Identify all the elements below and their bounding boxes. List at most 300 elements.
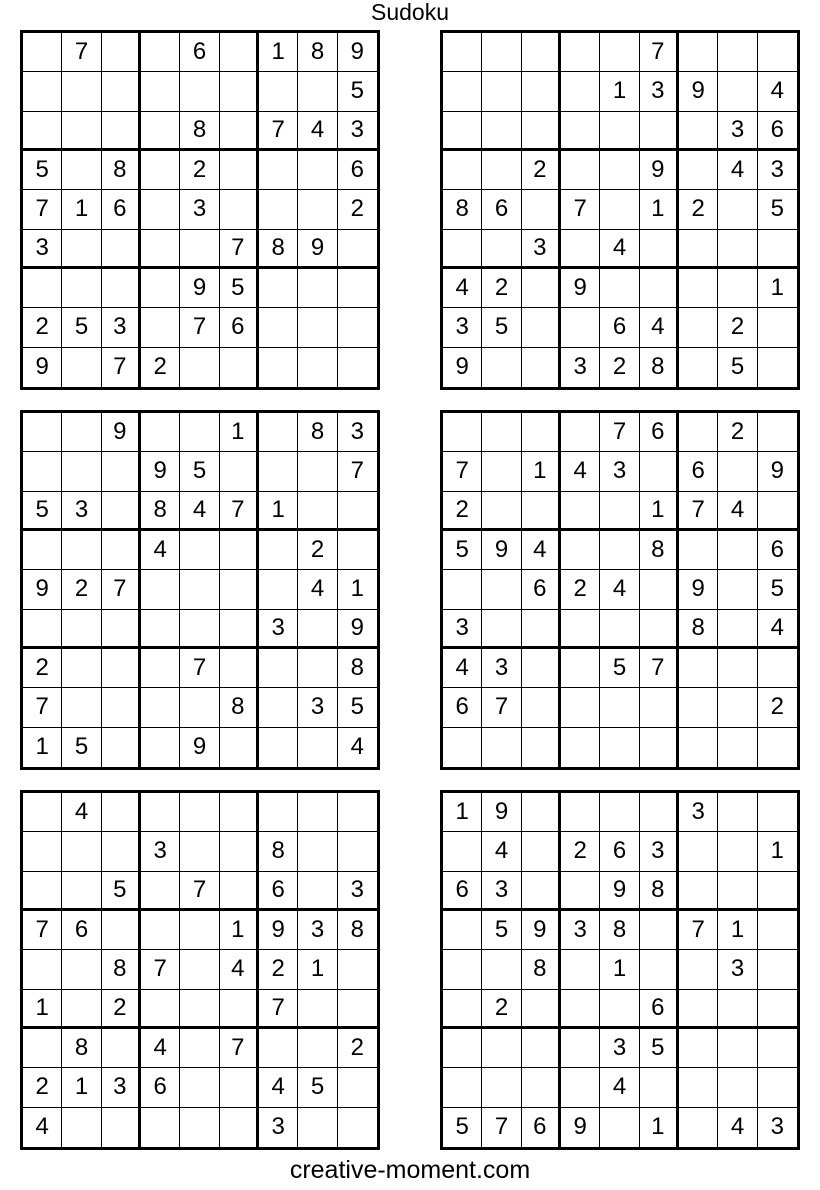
sudoku-cell[interactable]: 8 [259, 832, 298, 871]
sudoku-cell[interactable]: 1 [259, 33, 298, 72]
sudoku-cell[interactable] [102, 1108, 141, 1147]
sudoku-cell[interactable] [482, 1068, 521, 1107]
sudoku-cell[interactable] [522, 269, 561, 308]
sudoku-cell[interactable] [220, 452, 259, 491]
sudoku-cell[interactable] [338, 1068, 377, 1107]
sudoku-cell[interactable] [482, 610, 521, 649]
sudoku-cell[interactable] [640, 230, 679, 269]
sudoku-cell[interactable]: 3 [338, 112, 377, 151]
sudoku-cell[interactable]: 9 [679, 72, 718, 111]
sudoku-cell[interactable] [482, 452, 521, 491]
sudoku-cell[interactable] [679, 531, 718, 570]
sudoku-cell[interactable] [180, 990, 219, 1029]
sudoku-cell[interactable] [482, 728, 521, 767]
sudoku-cell[interactable] [679, 1108, 718, 1147]
sudoku-cell[interactable] [180, 950, 219, 989]
sudoku-cell[interactable] [443, 33, 482, 72]
sudoku-cell[interactable] [298, 610, 337, 649]
sudoku-cell[interactable] [220, 990, 259, 1029]
sudoku-cell[interactable] [298, 269, 337, 308]
sudoku-cell[interactable]: 1 [298, 950, 337, 989]
sudoku-cell[interactable]: 8 [62, 1029, 101, 1068]
sudoku-cell[interactable] [298, 649, 337, 688]
sudoku-cell[interactable] [259, 649, 298, 688]
sudoku-cell[interactable] [561, 1068, 600, 1107]
sudoku-cell[interactable] [561, 649, 600, 688]
sudoku-cell[interactable]: 9 [640, 151, 679, 190]
sudoku-cell[interactable]: 3 [102, 308, 141, 347]
sudoku-cell[interactable] [679, 1068, 718, 1107]
sudoku-cell[interactable] [718, 72, 757, 111]
sudoku-cell[interactable]: 5 [758, 570, 797, 609]
sudoku-cell[interactable]: 4 [259, 1068, 298, 1107]
sudoku-cell[interactable] [443, 570, 482, 609]
sudoku-cell[interactable]: 2 [443, 492, 482, 531]
sudoku-cell[interactable]: 9 [522, 911, 561, 950]
sudoku-cell[interactable]: 3 [180, 190, 219, 229]
sudoku-cell[interactable] [338, 308, 377, 347]
sudoku-cell[interactable] [102, 269, 141, 308]
sudoku-cell[interactable] [102, 72, 141, 111]
sudoku-cell[interactable] [141, 728, 180, 767]
sudoku-cell[interactable] [718, 190, 757, 229]
sudoku-cell[interactable] [561, 72, 600, 111]
sudoku-cell[interactable] [141, 610, 180, 649]
sudoku-cell[interactable]: 3 [259, 1108, 298, 1147]
sudoku-cell[interactable]: 5 [482, 308, 521, 347]
sudoku-cell[interactable]: 1 [640, 190, 679, 229]
sudoku-cell[interactable]: 7 [443, 452, 482, 491]
sudoku-cell[interactable] [522, 413, 561, 452]
sudoku-cell[interactable] [220, 728, 259, 767]
sudoku-cell[interactable]: 4 [718, 492, 757, 531]
sudoku-cell[interactable]: 2 [338, 1029, 377, 1068]
sudoku-cell[interactable]: 8 [338, 911, 377, 950]
sudoku-cell[interactable]: 8 [298, 33, 337, 72]
sudoku-cell[interactable] [62, 832, 101, 871]
sudoku-cell[interactable]: 9 [482, 793, 521, 832]
sudoku-cell[interactable] [679, 872, 718, 911]
sudoku-cell[interactable] [180, 911, 219, 950]
sudoku-cell[interactable] [482, 151, 521, 190]
sudoku-cell[interactable] [522, 112, 561, 151]
sudoku-cell[interactable]: 9 [482, 531, 521, 570]
sudoku-cell[interactable]: 1 [220, 911, 259, 950]
sudoku-cell[interactable]: 5 [600, 649, 639, 688]
sudoku-cell[interactable] [758, 872, 797, 911]
sudoku-cell[interactable]: 9 [180, 728, 219, 767]
sudoku-cell[interactable]: 3 [758, 151, 797, 190]
sudoku-cell[interactable] [102, 452, 141, 491]
sudoku-cell[interactable] [600, 33, 639, 72]
sudoku-cell[interactable]: 3 [600, 1029, 639, 1068]
sudoku-cell[interactable] [62, 990, 101, 1029]
sudoku-cell[interactable] [679, 649, 718, 688]
sudoku-cell[interactable]: 2 [102, 990, 141, 1029]
sudoku-cell[interactable] [23, 832, 62, 871]
sudoku-cell[interactable] [561, 990, 600, 1029]
sudoku-cell[interactable]: 1 [600, 950, 639, 989]
sudoku-cell[interactable]: 6 [640, 413, 679, 452]
sudoku-cell[interactable] [298, 728, 337, 767]
sudoku-cell[interactable]: 2 [561, 570, 600, 609]
sudoku-cell[interactable] [62, 872, 101, 911]
sudoku-cell[interactable] [482, 492, 521, 531]
sudoku-cell[interactable] [758, 1068, 797, 1107]
sudoku-cell[interactable] [141, 269, 180, 308]
sudoku-cell[interactable] [522, 649, 561, 688]
sudoku-cell[interactable]: 7 [679, 911, 718, 950]
sudoku-cell[interactable] [220, 112, 259, 151]
sudoku-cell[interactable] [259, 728, 298, 767]
sudoku-cell[interactable] [718, 990, 757, 1029]
sudoku-cell[interactable] [298, 492, 337, 531]
sudoku-cell[interactable] [141, 72, 180, 111]
sudoku-cell[interactable] [482, 413, 521, 452]
sudoku-cell[interactable]: 4 [600, 1068, 639, 1107]
sudoku-cell[interactable] [522, 348, 561, 387]
sudoku-cell[interactable]: 5 [180, 452, 219, 491]
sudoku-cell[interactable] [718, 269, 757, 308]
sudoku-cell[interactable]: 3 [338, 872, 377, 911]
sudoku-cell[interactable] [640, 1068, 679, 1107]
sudoku-cell[interactable] [141, 793, 180, 832]
sudoku-cell[interactable]: 8 [141, 492, 180, 531]
sudoku-cell[interactable] [718, 531, 757, 570]
sudoku-cell[interactable]: 4 [298, 112, 337, 151]
sudoku-cell[interactable]: 6 [220, 308, 259, 347]
sudoku-cell[interactable]: 3 [600, 452, 639, 491]
sudoku-cell[interactable] [561, 151, 600, 190]
sudoku-cell[interactable] [141, 413, 180, 452]
sudoku-cell[interactable] [443, 1068, 482, 1107]
sudoku-cell[interactable]: 5 [718, 348, 757, 387]
sudoku-cell[interactable]: 2 [718, 308, 757, 347]
sudoku-cell[interactable] [102, 531, 141, 570]
sudoku-cell[interactable]: 3 [298, 688, 337, 727]
sudoku-cell[interactable] [718, 872, 757, 911]
sudoku-cell[interactable] [640, 688, 679, 727]
sudoku-cell[interactable]: 3 [259, 610, 298, 649]
sudoku-cell[interactable] [561, 1029, 600, 1068]
sudoku-cell[interactable] [482, 348, 521, 387]
sudoku-cell[interactable] [561, 112, 600, 151]
sudoku-cell[interactable] [338, 950, 377, 989]
sudoku-cell[interactable] [443, 72, 482, 111]
sudoku-cell[interactable]: 9 [338, 610, 377, 649]
sudoku-cell[interactable] [102, 911, 141, 950]
sudoku-cell[interactable] [180, 832, 219, 871]
sudoku-cell[interactable] [338, 1108, 377, 1147]
sudoku-cell[interactable] [561, 531, 600, 570]
sudoku-cell[interactable]: 3 [718, 950, 757, 989]
sudoku-cell[interactable] [758, 1029, 797, 1068]
sudoku-cell[interactable]: 8 [640, 872, 679, 911]
sudoku-cell[interactable]: 4 [23, 1108, 62, 1147]
sudoku-cell[interactable] [522, 308, 561, 347]
sudoku-cell[interactable]: 8 [640, 348, 679, 387]
sudoku-cell[interactable] [220, 1068, 259, 1107]
sudoku-cell[interactable] [482, 72, 521, 111]
sudoku-cell[interactable] [679, 151, 718, 190]
sudoku-cell[interactable]: 3 [561, 911, 600, 950]
sudoku-cell[interactable] [62, 531, 101, 570]
sudoku-cell[interactable] [23, 531, 62, 570]
sudoku-cell[interactable] [718, 230, 757, 269]
sudoku-cell[interactable]: 7 [220, 492, 259, 531]
sudoku-cell[interactable] [600, 1108, 639, 1147]
sudoku-cell[interactable] [679, 1029, 718, 1068]
sudoku-cell[interactable] [180, 230, 219, 269]
sudoku-cell[interactable]: 7 [640, 649, 679, 688]
sudoku-cell[interactable] [758, 990, 797, 1029]
sudoku-cell[interactable] [679, 413, 718, 452]
sudoku-cell[interactable] [679, 950, 718, 989]
sudoku-cell[interactable] [23, 1029, 62, 1068]
sudoku-cell[interactable]: 7 [259, 990, 298, 1029]
sudoku-cell[interactable] [522, 688, 561, 727]
sudoku-cell[interactable]: 8 [679, 610, 718, 649]
sudoku-cell[interactable] [298, 308, 337, 347]
sudoku-cell[interactable] [259, 348, 298, 387]
sudoku-cell[interactable] [718, 688, 757, 727]
sudoku-cell[interactable]: 1 [23, 990, 62, 1029]
sudoku-cell[interactable] [561, 230, 600, 269]
sudoku-cell[interactable] [141, 190, 180, 229]
sudoku-cell[interactable] [718, 793, 757, 832]
sudoku-cell[interactable] [23, 452, 62, 491]
sudoku-cell[interactable]: 4 [141, 1029, 180, 1068]
sudoku-cell[interactable] [298, 348, 337, 387]
sudoku-cell[interactable]: 2 [141, 348, 180, 387]
sudoku-cell[interactable]: 7 [640, 33, 679, 72]
sudoku-cell[interactable] [522, 72, 561, 111]
sudoku-cell[interactable] [443, 230, 482, 269]
sudoku-cell[interactable] [102, 793, 141, 832]
sudoku-cell[interactable] [443, 1029, 482, 1068]
sudoku-cell[interactable]: 9 [23, 348, 62, 387]
sudoku-cell[interactable] [482, 1029, 521, 1068]
sudoku-cell[interactable] [102, 832, 141, 871]
sudoku-cell[interactable] [141, 308, 180, 347]
sudoku-cell[interactable] [220, 531, 259, 570]
sudoku-cell[interactable] [102, 1029, 141, 1068]
sudoku-cell[interactable] [600, 610, 639, 649]
sudoku-cell[interactable] [718, 570, 757, 609]
sudoku-cell[interactable] [600, 112, 639, 151]
sudoku-cell[interactable] [62, 1108, 101, 1147]
sudoku-cell[interactable] [758, 793, 797, 832]
sudoku-cell[interactable] [220, 872, 259, 911]
sudoku-cell[interactable]: 2 [23, 308, 62, 347]
sudoku-cell[interactable] [640, 950, 679, 989]
sudoku-cell[interactable] [758, 413, 797, 452]
sudoku-cell[interactable] [522, 832, 561, 871]
sudoku-cell[interactable]: 1 [62, 1068, 101, 1107]
sudoku-cell[interactable]: 7 [600, 413, 639, 452]
sudoku-cell[interactable] [679, 688, 718, 727]
sudoku-cell[interactable]: 4 [62, 793, 101, 832]
sudoku-cell[interactable]: 3 [482, 649, 521, 688]
sudoku-cell[interactable] [259, 72, 298, 111]
sudoku-cell[interactable]: 4 [718, 151, 757, 190]
sudoku-cell[interactable] [62, 72, 101, 111]
sudoku-cell[interactable]: 7 [180, 872, 219, 911]
sudoku-cell[interactable] [62, 269, 101, 308]
sudoku-cell[interactable] [23, 610, 62, 649]
sudoku-cell[interactable] [23, 872, 62, 911]
sudoku-cell[interactable]: 4 [443, 269, 482, 308]
sudoku-cell[interactable]: 7 [220, 230, 259, 269]
sudoku-cell[interactable] [443, 911, 482, 950]
sudoku-cell[interactable] [522, 492, 561, 531]
sudoku-cell[interactable] [522, 793, 561, 832]
sudoku-cell[interactable] [62, 649, 101, 688]
sudoku-cell[interactable]: 7 [23, 911, 62, 950]
sudoku-cell[interactable] [180, 413, 219, 452]
sudoku-cell[interactable] [640, 112, 679, 151]
sudoku-cell[interactable] [482, 112, 521, 151]
sudoku-cell[interactable]: 1 [718, 911, 757, 950]
sudoku-cell[interactable]: 3 [23, 230, 62, 269]
sudoku-cell[interactable]: 3 [640, 72, 679, 111]
sudoku-cell[interactable]: 6 [758, 112, 797, 151]
sudoku-cell[interactable] [758, 728, 797, 767]
sudoku-cell[interactable]: 4 [350, 733, 364, 761]
sudoku-cell[interactable]: 7 [679, 492, 718, 531]
sudoku-cell[interactable] [522, 872, 561, 911]
sudoku-cell[interactable]: 3 [640, 832, 679, 871]
sudoku-cell[interactable] [443, 832, 482, 871]
sudoku-cell[interactable] [758, 33, 797, 72]
sudoku-cell[interactable] [259, 570, 298, 609]
sudoku-cell[interactable]: 2 [758, 688, 797, 727]
sudoku-cell[interactable] [259, 308, 298, 347]
sudoku-cell[interactable]: 6 [62, 911, 101, 950]
sudoku-cell[interactable] [298, 1029, 337, 1068]
sudoku-cell[interactable]: 8 [640, 531, 679, 570]
sudoku-cell[interactable] [522, 33, 561, 72]
sudoku-cell[interactable] [718, 33, 757, 72]
sudoku-cell[interactable] [600, 531, 639, 570]
sudoku-cell[interactable] [180, 72, 219, 111]
sudoku-cell[interactable] [640, 793, 679, 832]
sudoku-cell[interactable] [443, 728, 482, 767]
sudoku-cell[interactable] [561, 728, 600, 767]
sudoku-cell[interactable]: 2 [23, 649, 62, 688]
sudoku-cell[interactable] [102, 112, 141, 151]
sudoku-cell[interactable] [102, 728, 141, 767]
sudoku-cell[interactable]: 3 [443, 308, 482, 347]
sudoku-cell[interactable]: 9 [180, 269, 219, 308]
sudoku-cell[interactable]: 3 [679, 793, 718, 832]
sudoku-cell[interactable] [758, 950, 797, 989]
sudoku-cell[interactable] [62, 112, 101, 151]
sudoku-cell[interactable]: 1 [758, 832, 797, 871]
sudoku-cell[interactable] [482, 33, 521, 72]
sudoku-cell[interactable]: 8 [180, 112, 219, 151]
sudoku-cell[interactable] [482, 230, 521, 269]
sudoku-cell[interactable]: 5 [640, 1029, 679, 1068]
sudoku-cell[interactable]: 7 [180, 308, 219, 347]
sudoku-cell[interactable]: 2 [679, 190, 718, 229]
sudoku-cell[interactable] [600, 151, 639, 190]
sudoku-cell[interactable] [561, 793, 600, 832]
sudoku-cell[interactable]: 9 [561, 1108, 600, 1147]
sudoku-cell[interactable] [600, 990, 639, 1029]
sudoku-cell[interactable] [102, 649, 141, 688]
sudoku-cell[interactable] [62, 413, 101, 452]
sudoku-cell[interactable] [561, 688, 600, 727]
sudoku-cell[interactable]: 5 [482, 911, 521, 950]
sudoku-cell[interactable]: 6 [443, 688, 482, 727]
sudoku-cell[interactable]: 1 [640, 492, 679, 531]
sudoku-cell[interactable]: 3 [718, 112, 757, 151]
sudoku-cell[interactable] [561, 950, 600, 989]
sudoku-cell[interactable] [718, 1029, 757, 1068]
sudoku-cell[interactable] [522, 990, 561, 1029]
sudoku-cell[interactable]: 8 [443, 190, 482, 229]
sudoku-cell[interactable] [679, 33, 718, 72]
sudoku-cell[interactable]: 1 [640, 1108, 679, 1147]
sudoku-cell[interactable]: 3 [443, 610, 482, 649]
sudoku-cell[interactable] [338, 492, 377, 531]
sudoku-cell[interactable] [102, 33, 141, 72]
sudoku-cell[interactable] [522, 728, 561, 767]
sudoku-cell[interactable]: 7 [102, 348, 141, 387]
sudoku-cell[interactable]: 1 [600, 72, 639, 111]
sudoku-cell[interactable] [338, 348, 377, 387]
sudoku-cell[interactable]: 5 [23, 492, 62, 531]
sudoku-cell[interactable]: 6 [679, 452, 718, 491]
sudoku-cell[interactable] [561, 872, 600, 911]
sudoku-cell[interactable] [338, 832, 377, 871]
sudoku-cell[interactable]: 1 [23, 728, 62, 767]
sudoku-cell[interactable] [298, 190, 337, 229]
sudoku-cell[interactable] [640, 728, 679, 767]
sudoku-cell[interactable] [600, 269, 639, 308]
sudoku-cell[interactable] [640, 269, 679, 308]
sudoku-cell[interactable]: 7 [62, 33, 101, 72]
sudoku-cell[interactable] [220, 793, 259, 832]
sudoku-cell[interactable] [522, 610, 561, 649]
sudoku-cell[interactable]: 5 [338, 688, 377, 727]
sudoku-cell[interactable]: 5 [62, 728, 101, 767]
sudoku-cell[interactable] [298, 452, 337, 491]
sudoku-cell[interactable]: 7 [482, 1108, 521, 1147]
sudoku-cell[interactable]: 7 [141, 950, 180, 989]
sudoku-cell[interactable]: 8 [600, 911, 639, 950]
sudoku-cell[interactable] [338, 990, 377, 1029]
sudoku-cell[interactable] [220, 832, 259, 871]
sudoku-cell[interactable]: 3 [141, 832, 180, 871]
sudoku-cell[interactable]: 4 [443, 649, 482, 688]
sudoku-cell[interactable] [259, 190, 298, 229]
sudoku-cell[interactable] [180, 348, 219, 387]
sudoku-cell[interactable] [679, 112, 718, 151]
sudoku-cell[interactable]: 4 [600, 230, 639, 269]
sudoku-cell[interactable] [141, 112, 180, 151]
sudoku-cell[interactable] [62, 151, 101, 190]
sudoku-cell[interactable] [220, 649, 259, 688]
sudoku-cell[interactable]: 9 [141, 452, 180, 491]
sudoku-cell[interactable]: 3 [522, 230, 561, 269]
sudoku-cell[interactable]: 2 [561, 832, 600, 871]
sudoku-cell[interactable] [679, 990, 718, 1029]
sudoku-cell[interactable] [141, 990, 180, 1029]
sudoku-cell[interactable]: 8 [102, 950, 141, 989]
sudoku-cell[interactable]: 9 [259, 911, 298, 950]
